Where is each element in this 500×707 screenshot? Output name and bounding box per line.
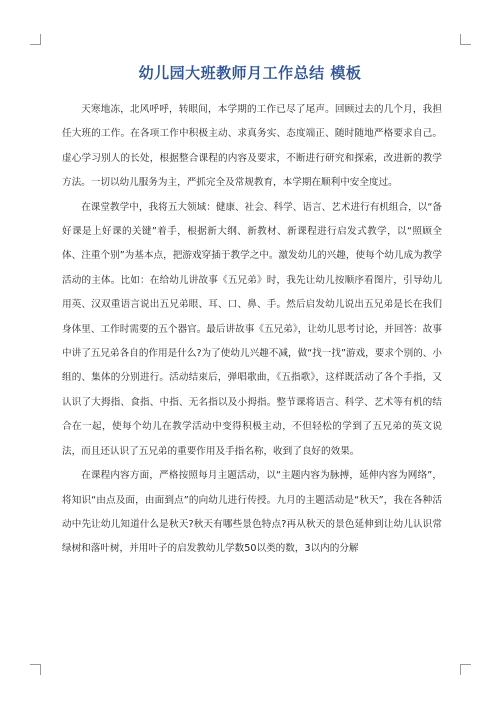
document-body <box>62 98 442 562</box>
crop-mark-bottom-right <box>460 664 471 675</box>
document-title: 幼儿园大班教师月工作总结 模板 <box>138 64 362 82</box>
paragraph-3: 在课程内容方面，严格按照每月主题活动，以“主题内容为脉搏，延伸内容为网络”，将知识“由点及面，由面到点”的向幼儿进行传授。九月的主题活动是“秋天”，我在各种活动中先让幼儿知道什么是秋天?秋天有哪些景色特点?再从秋天的景色延伸到让幼儿认识常绿树和落叶树，并用叶子的启发教幼儿学数50以类的数，3以内的分解 <box>62 470 442 555</box>
paragraph-1: 天寒地冻，北风呼呼，转眼间，本学期的工作已尽了尾声。回顾过去的几个月，我担任大班的工作。在各项工作中积极主动、求真务实、态度端正、随时随地严格要求自己。虚心学习别人的长处，根据整合课程的内容及要求，不断进行研究和探索，改进新的教学方法。一切以幼儿服务为主，严抓完全及常规教育，本学期在顺利中安全度过。 <box>62 104 442 189</box>
crop-mark-bottom-left <box>30 664 41 675</box>
paragraph-2: 在课堂教学中，我将五大领域：健康、社会、科学、语言、艺术进行有机组合，以“备好课是上好课的关键”着手，根据新大纲、新教材、新课程进行启发式教学，以“照顾全体、注重个别”为基本点，把游戏穿插于教学之中。激发幼儿的兴趣，使每个幼儿成为教学活动的主体。比如：在给幼儿讲故事《五兄弟》时，我先让幼儿按顺序看图片，引导幼儿用英、汉双重语言说出五兄弟眼、耳、口、鼻、手。然后启发幼儿说出五兄弟是长在我们身体里、工作时需要的五个器官。最后讲故事《五兄弟》，让幼儿思考讨论，并回答：故事中讲了五兄弟各自的作用是什么?为了使幼儿兴趣不减，做“找一找”游戏，要求个别的、小组的、集体的分别进行。活动结束后，弹唱歌曲，《五指歌》，这样既活动了各个手指，又认识了大拇指、食指、中指、无名指以及小拇指。整节课将语言、科学、艺术等有机的结合在一起，使每个幼儿在教学活动中变得积极主动，不但轻松的学到了五兄弟的英文说法，而且还认识了五兄弟的重要作用及手指名称，收到了良好的效果。 <box>62 201 442 457</box>
crop-mark-top-right <box>460 34 471 45</box>
crop-mark-top-left <box>30 34 41 45</box>
